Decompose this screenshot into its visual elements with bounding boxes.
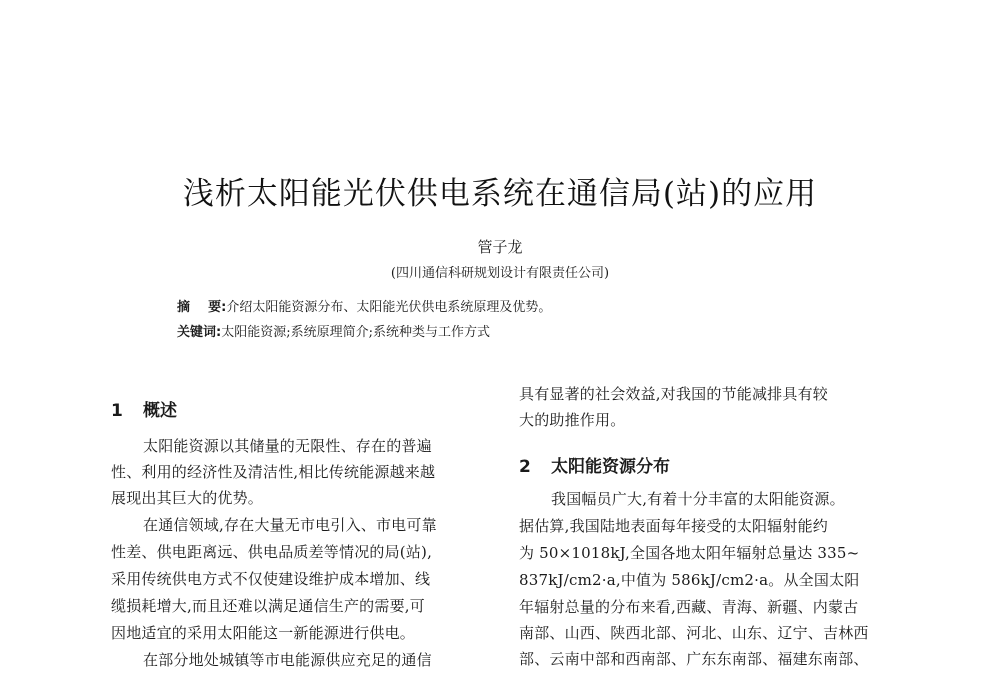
section-1-heading [111,396,177,421]
section-2-line: 我国幅员广大,有着十分丰富的太阳能资源。 [551,490,845,508]
author-name: 管子龙 [477,238,523,256]
section-2-number: 2 [519,457,531,477]
section-1-line: 展现出其巨大的优势。 [111,489,264,507]
section-1-title: 概述 [143,401,177,421]
section-2-line: 部、云南中部和西南部、广东东南部、福建东南部、 [519,650,869,668]
section-1-line: 在通信领域,存在大量无市电引入、市电可靠 [143,516,437,534]
section-2-line: 为 50×1018kJ,全国各地太阳年辐射总量达 335~ [519,544,860,562]
section-1-line: 采用传统供电方式不仅使建设维护成本增加、线 [111,570,431,588]
section-1-line: 性差、供电距离远、供电品质差等情况的局(站), [111,543,433,561]
section-2-line: 年辐射总量的分布来看,西藏、青海、新疆、内蒙古 [519,598,859,616]
section-2-line: 南部、山西、陕西北部、河北、山东、辽宁、吉林西 [519,624,869,642]
continuation-line: 具有显著的社会效益,对我国的节能减排具有较 [519,385,828,403]
keywords-text: 太阳能资源;系统原理简介;系统种类与工作方式 [221,325,490,340]
continuation-line: 大的助推作用。 [519,411,626,429]
section-2-line: 837kJ/cm2·a,中值为 586kJ/cm2·a。从全国太阳 [519,571,860,589]
section-1-line: 在部分地处城镇等市电能源供应充足的通信 [143,651,432,669]
keywords-label: 关键词: [177,325,222,340]
abstract-text: 介绍太阳能资源分布、太阳能光伏供电系统原理及优势。 [226,300,552,315]
paper-title: 浅析太阳能光伏供电系统在通信局(站)的应用 [182,176,818,212]
abstract-line [177,296,551,315]
keywords-line [177,321,490,340]
section-1-line: 性、利用的经济性及清洁性,相比传统能源越来越 [111,463,436,481]
abstract-label: 摘 要: [177,300,227,315]
section-1-number: 1 [111,401,123,421]
section-1-line: 因地适宜的采用太阳能这一新能源进行供电。 [111,624,416,642]
section-2-heading [519,452,670,477]
section-1-line: 太阳能资源以其储量的无限性、存在的普遍 [143,437,432,455]
author-affiliation: (四川通信科研规划设计有限责任公司) [390,266,610,281]
section-1-line: 缆损耗增大,而且还难以满足通信生产的需要,可 [111,597,425,615]
section-2-title: 太阳能资源分布 [551,457,670,477]
section-2-line: 据估算,我国陆地表面每年接受的太阳辐射能约 [519,517,828,535]
